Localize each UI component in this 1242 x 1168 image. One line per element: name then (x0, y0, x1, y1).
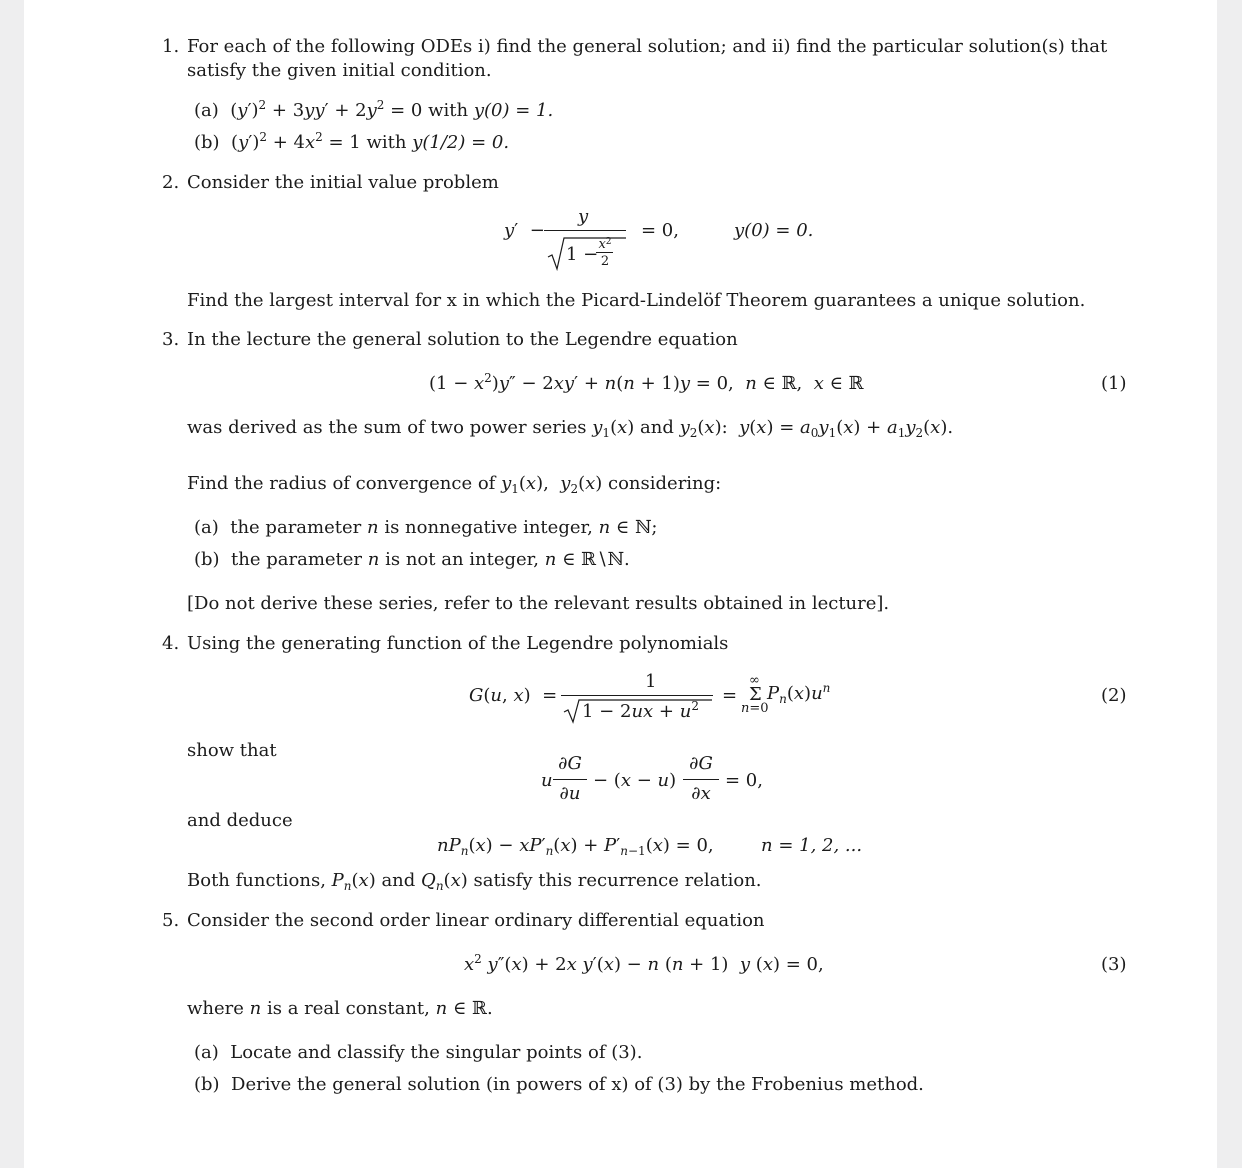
problem-4-deduce: and deduce (187, 810, 293, 831)
problem-1a (194, 99, 553, 123)
problem-5-where: where n is a real constant, n ∈ ℝ. (187, 998, 493, 1019)
problem-4-both: Both functions, $P_n(x)$ and $Q_n(x)$ satisfy this recurrence relation. (187, 870, 762, 893)
problem-2-question: Find the largest interval for x in which the Picard-Lindelöf Theorem guarantees a unique solution. (187, 290, 1086, 311)
problem-3-note: [Do not derive these series, refer to the relevant results obtained in lecture]. (187, 593, 890, 614)
problem-5-number: 5. (162, 910, 180, 931)
problem-2-number: 2. (162, 172, 180, 193)
legendre-equation: $(1 - x^2)y'' - 2xy' + n(n + 1)y = 0$, n ∈ ℝ, x ∈ ℝ (429, 371, 864, 394)
problem-1-line-1: For each of the following ODEs i) find the general solution; and ii) find the particular solution(s) that (187, 36, 1108, 57)
problem-1b-equation: $(y')^2 + 4x^2 = 1$ (231, 130, 361, 153)
problem-2-equation: y′ − y 1 − $x^2$ 2 = 0, y(0) = 0. (504, 206, 814, 269)
recurrence-n-values: n = 1, 2, ... (761, 835, 863, 856)
problem-1b-label: (b) (194, 132, 220, 153)
equation-number-1: (1) (1101, 373, 1127, 394)
problem-2-initial-condition: y(0) = 0. (734, 220, 814, 241)
euler-equation: $x^2$ y″(x) + 2x y′(x) − n (n + 1) y (x) = 0, (464, 952, 824, 975)
problem-1b-with: with (366, 132, 407, 153)
problem-1a-label: (a) (194, 100, 219, 121)
problem-1-line-2: satisfy the given initial condition. (187, 60, 492, 81)
problem-5b: (b) Derive the general solution (in powers of x) of (3) by the Frobenius method. (194, 1074, 924, 1095)
problem-1a-with: with (428, 100, 469, 121)
equation-number-3: (3) (1101, 954, 1127, 975)
problem-1a-condition: y(0) = 1. (473, 100, 554, 121)
problem-3a: (a) the parameter n is nonnegative integer, n ∈ ℕ; (194, 517, 658, 538)
pde-equation: u ∂G ∂u − (x − u) ∂G ∂x = 0, (541, 753, 763, 804)
generating-function-equation: G(u, x) = 1 $1 - 2ux + u^2$ = ∞ Σ n=0 $P_n(x)u^n$ (469, 671, 831, 722)
problem-2-equation-rhs: = 0, (641, 220, 679, 241)
problem-3-find: Find the radius of convergence of $y_1(x)$, $y_2(x)$ considering: (187, 473, 722, 496)
problem-3-intro: In the lecture the general solution to the Legendre equation (187, 329, 738, 350)
problem-4-number: 4. (162, 633, 180, 654)
equation-number-2: (2) (1101, 685, 1127, 706)
problem-5-intro: Consider the second order linear ordinary differential equation (187, 910, 765, 931)
problem-2-intro: Consider the initial value problem (187, 172, 499, 193)
problem-1a-equation: $(y')^2 + 3yy' + 2y^2 = 0$ (230, 98, 423, 121)
problem-5a: (a) Locate and classify the singular points of (3). (194, 1042, 643, 1063)
problem-4-intro: Using the generating function of the Legendre polynomials (187, 633, 729, 654)
problem-4-show: show that (187, 740, 277, 761)
problem-1b-condition: y(1/2) = 0. (412, 132, 510, 153)
document-page (24, 0, 1217, 1168)
problem-1b (194, 131, 509, 155)
problem-3-number: 3. (162, 329, 180, 350)
problem-3-derived: was derived as the sum of two power series $y_1(x)$ and $y_2(x)$: $y(x) = a_0y_1(x) + a_1y_2(x)$. (187, 417, 954, 440)
problem-1-number: 1. (162, 36, 180, 57)
problem-3b: (b) the parameter n is not an integer, n ∈ ℝ∖ℕ. (194, 549, 630, 570)
recurrence-relation: $nP_n(x) - xP'_n(x) + P'_{n-1}(x) = 0$, (437, 835, 714, 858)
